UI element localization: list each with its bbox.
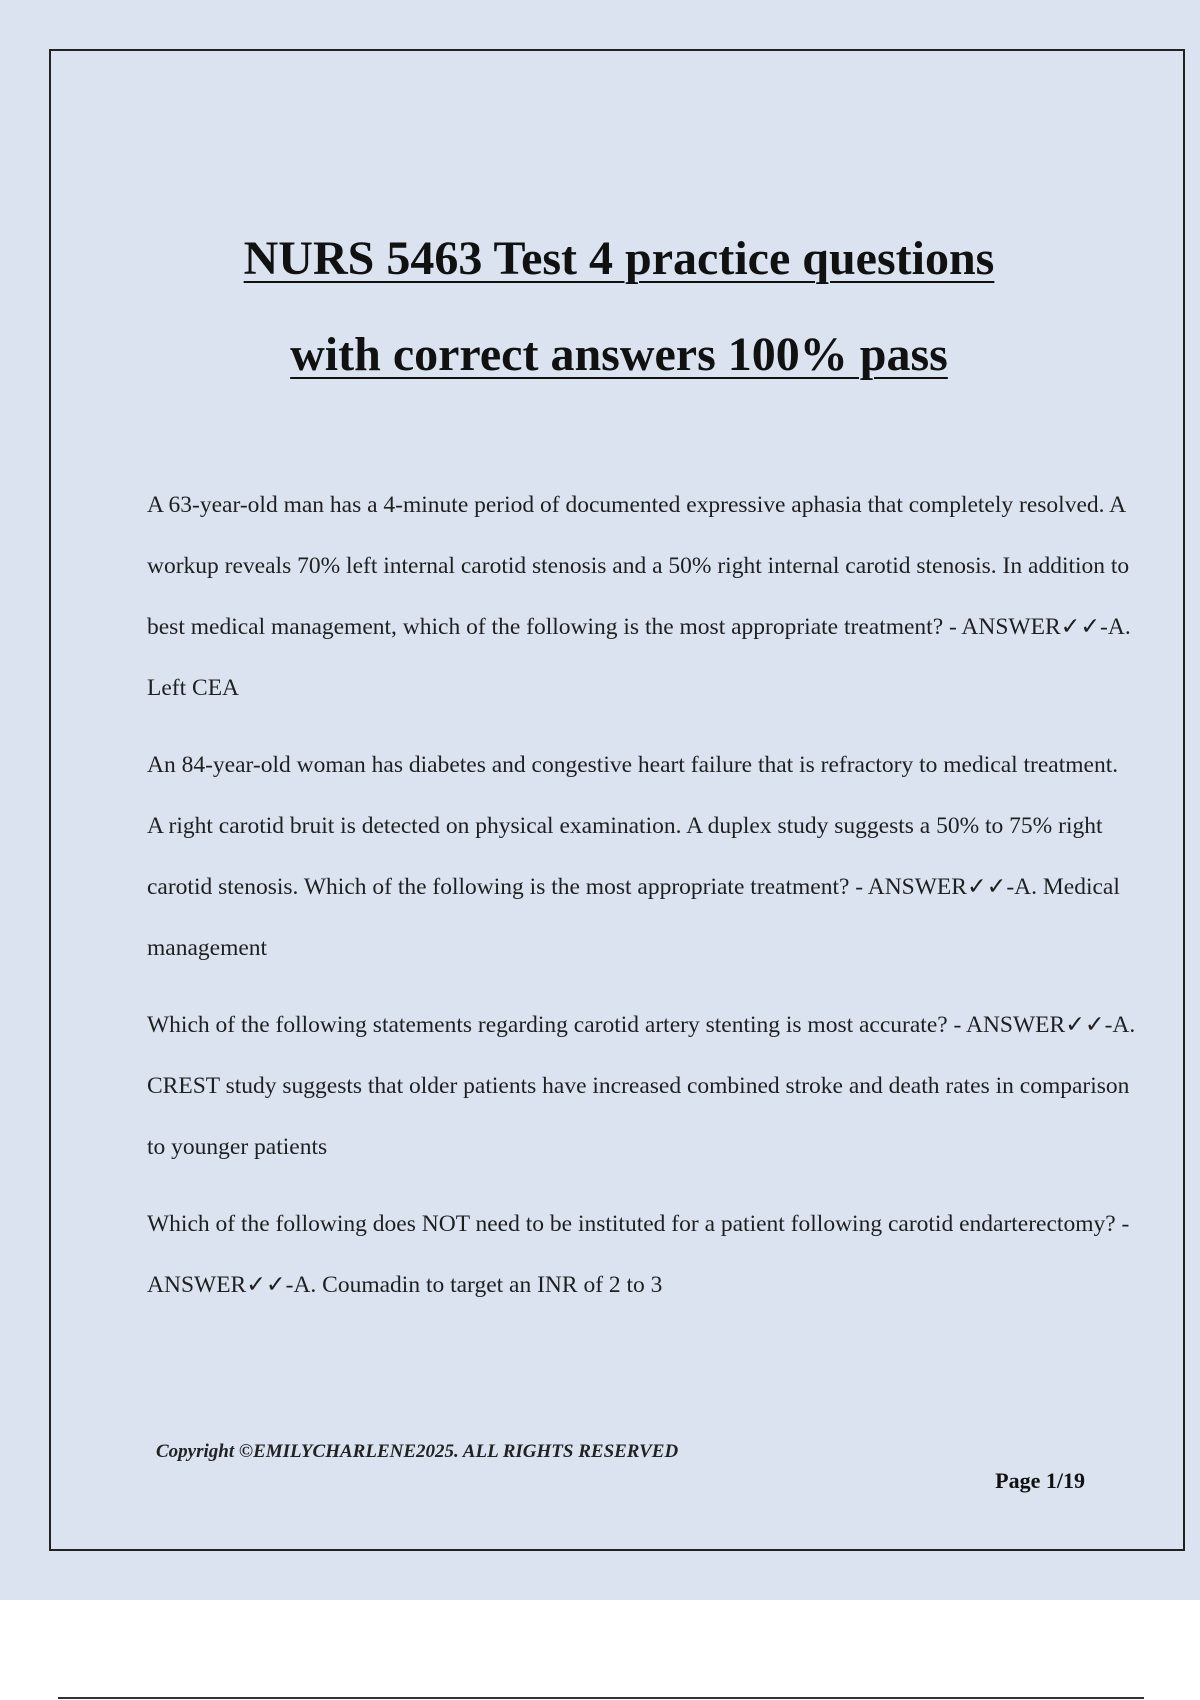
answer-text: A. CREST study suggests that older patients have increased combined stroke and death rates in comparison to younger patients bbox=[147, 1012, 1136, 1160]
qa-item-2 bbox=[147, 735, 1137, 979]
qa-item-4 bbox=[147, 1194, 1137, 1316]
copyright-notice: Copyright ©EMILYCHARLENE2025. ALL RIGHTS RESERVED bbox=[156, 1441, 679, 1462]
answer-marker: ANSWER✓✓- bbox=[961, 614, 1108, 640]
answer-text: A. Left CEA bbox=[147, 614, 1131, 701]
question-text: An 84-year-old woman has diabetes and congestive heart failure that is refractory to medical treatment. A right carotid bruit is detected on physical examination. A duplex study suggests a 50% to 75% right carotid stenosis. Which of the following is the most appropriate treatment? - bbox=[147, 752, 1119, 900]
title-line-1: NURS 5463 Test 4 practice questions bbox=[243, 232, 995, 285]
question-text: Which of the following does NOT need to be instituted for a patient following carotid endarterectomy? - bbox=[147, 1211, 1130, 1237]
bottom-divider bbox=[58, 1697, 1144, 1699]
page-number: Page 1/19 bbox=[995, 1468, 1085, 1493]
answer-marker: ANSWER✓✓- bbox=[867, 874, 1015, 900]
document-title bbox=[51, 211, 1187, 403]
qa-item-3 bbox=[147, 995, 1137, 1178]
qa-list bbox=[147, 475, 1137, 1332]
qa-item-1 bbox=[147, 475, 1137, 719]
title-line-2: with correct answers 100% pass bbox=[290, 328, 948, 381]
answer-marker: ANSWER✓✓- bbox=[147, 1272, 294, 1298]
page-frame bbox=[49, 49, 1185, 1551]
question-text: A 63-year-old man has a 4-minute period of documented expressive aphasia that completely resolved. A workup reveals 70% left internal carotid stenosis and a 50% right internal carotid stenosis. In addition to best medical management, which of the following is the most appropriate treatment? - bbox=[147, 492, 1130, 640]
answer-marker: ANSWER✓✓- bbox=[965, 1012, 1113, 1038]
question-text: Which of the following statements regarding carotid artery stenting is most accurate? - bbox=[147, 1012, 966, 1038]
answer-text: A. Medical management bbox=[147, 874, 1120, 961]
answer-text: A. Coumadin to target an INR of 2 to 3 bbox=[293, 1272, 663, 1298]
